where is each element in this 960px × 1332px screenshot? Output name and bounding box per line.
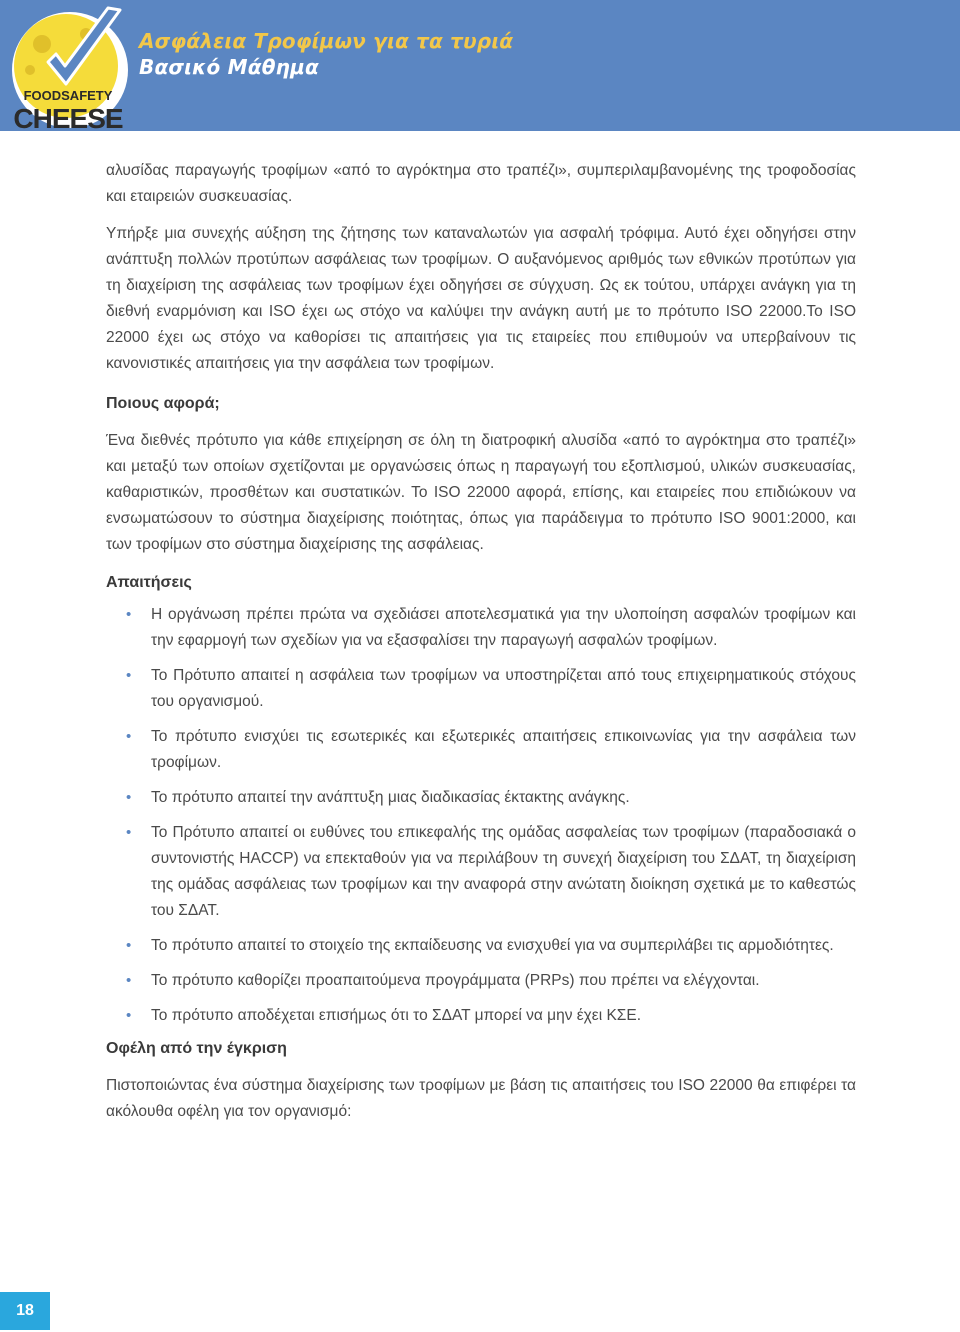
paragraph-who: Ένα διεθνές πρότυπο για κάθε επιχείρηση σε όλη τη διατροφική αλυσίδα «από το αγρόκτημα στο τραπέζι» και μεταξύ των οποίων σχετίζονται με οργανώσεις όπως η παραγωγή του εξοπλισμού, υλικών συσκευασίας, καθαριστικών, προσθέτων και συστατικών. Το ISO 22000 αφορά, επίσης, και εταιρείες που επιδιώκουν να ενσωματώσουν το σύστημα διαχείρισης ποιότητας, όπως για παράδειγμα το πρότυπο ISO 9001:2000, και των τροφίμων στο σύστημα διαχείρισης της ασφάλειας. <box>106 432 856 553</box>
header-titles <box>139 28 513 80</box>
list-item: • Η οργάνωση πρέπει πρώτα να σχεδιάσει αποτελεσματικά για την υλοποίηση ασφαλών τροφίμων και την εφαρμογή των σχεδίων για να εξασφαλίσει την παραγωγή ασφαλών τροφίμων. <box>106 602 856 654</box>
paragraph-1: αλυσίδας παραγωγής τροφίμων «από το αγρόκτημα στο τραπέζι», συμπεριλαμβανομένης της τροφοδοσίας και εταιρειών συσκευασίας. <box>106 162 856 205</box>
requirements-list <box>106 602 856 1029</box>
logo-text-top: FOODSAFETY <box>23 88 113 103</box>
heading-requirements: Απαιτήσεις <box>106 574 192 591</box>
list-item: • Το πρότυπο απαιτεί την ανάπτυξη μιας διαδικασίας έκτακτης ανάγκης. <box>106 785 856 811</box>
heading-who: Ποιους αφορά; <box>106 395 220 412</box>
document-subtitle: Βασικό Μάθημα <box>139 55 319 79</box>
heading-benefits: Οφέλη από την έγκριση <box>106 1040 287 1057</box>
logo-text-bottom: CHEESE <box>13 103 123 134</box>
list-item: • Το Πρότυπο απαιτεί η ασφάλεια των τροφίμων να υποστηρίζεται από τους επιχειρηματικούς στόχους του οργανισμού. <box>106 663 856 715</box>
page-content <box>106 158 856 1125</box>
list-item: • Το πρότυπο απαιτεί το στοιχείο της εκπαίδευσης να ενισχυθεί για να συμπεριλάβει τις αρμοδιότητες. <box>106 933 856 959</box>
paragraph-2: Υπήρξε μια συνεχής αύξηση της ζήτησης των καταναλωτών για ασφαλή τρόφιμα. Αυτό έχει οδηγήσει στην ανάπτυξη πολλών προτύπων ασφάλειας των τροφίμων. Ο αυξανόμενος αριθμός των εθνικών προτύπων για τη διαχείριση της ασφάλειας των τροφίμων έχει οδηγήσει σε σύγχυση. Ως εκ τούτου, υπάρχει ανάγκη για τη διεθνή εναρμόνιση και ISO έχει ως στόχο να καλύψει την ανάγκη αυτή με το πρότυπο ISO 22000.Το ISO 22000 έχει ως στόχο να καθορίσει τις απαιτήσεις για τις εταιρείες που επιθυμούν να υπερβαίνουν τις κανονιστικές απαιτήσεις για την ασφάλεια των τροφίμων. <box>106 225 856 372</box>
list-item: • Το πρότυπο ενισχύει τις εσωτερικές και εξωτερικές απαιτήσεις επικοινωνίας για την ασφάλεια των τροφίμων. <box>106 724 856 776</box>
page-number-badge: 18 <box>0 1292 50 1330</box>
paragraph-benefits: Πιστοποιώντας ένα σύστημα διαχείρισης των τροφίμων με βάση τις απαιτήσεις του ISO 22000 θα επιφέρει τα ακόλουθα οφέλη για τον οργανισμό: <box>106 1077 856 1120</box>
list-item: • Το Πρότυπο απαιτεί οι ευθύνες του επικεφαλής της ομάδας ασφαλείας των τροφίμων (παραδοσιακά ο συντονιστής HACCP) να επεκταθούν για να περιλάβουν τη συνεχή διαχείριση του ΣΔΑΤ, τη διαχείριση της ομάδας ασφάλειας των τροφίμων και την αναφορά στην ανώτατη διοίκηση σχετικά με το καθεστώς του ΣΔΑΤ. <box>106 820 856 924</box>
list-item: • Το πρότυπο καθορίζει προαπαιτούμενα προγράμματα (PRPs) που πρέπει να ελέγχονται. <box>106 968 856 994</box>
header-banner <box>0 0 960 134</box>
list-item: • Το πρότυπο αποδέχεται επισήμως ότι το ΣΔΑΤ μπορεί να μην έχει ΚΣΕ. <box>106 1003 856 1029</box>
foodsafety-cheese-logo <box>8 4 133 136</box>
document-title: Ασφάλεια Τροφίμων για τα τυριά <box>139 29 514 53</box>
